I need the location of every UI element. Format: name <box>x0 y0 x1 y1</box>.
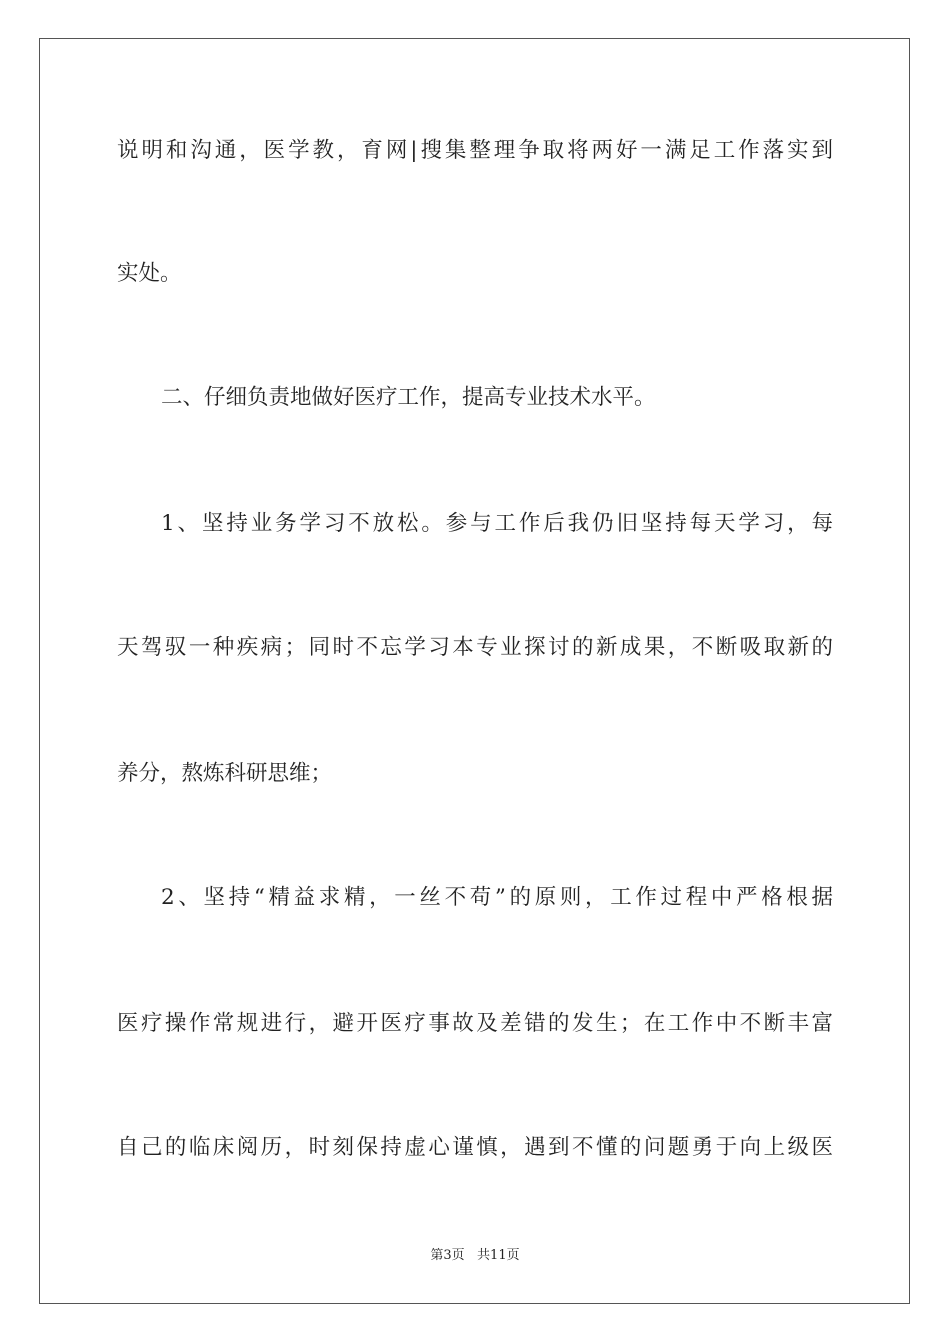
page-number: 第3页 共11页 <box>430 1248 520 1263</box>
text-line: 说明和沟通，医学教，育网|搜集整理争取将两好一满足工作落实到 <box>117 138 833 163</box>
page-border <box>39 38 910 1304</box>
text-line: 医疗操作常规进行，避开医疗事故及差错的发生；在工作中不断丰富 <box>117 1011 833 1036</box>
text-line: 2、坚持“精益求精，一丝不苟”的原则，工作过程中严格根据 <box>161 885 833 910</box>
text-line: 自己的临床阅历，时刻保持虚心谨慎，遇到不懂的问题勇于向上级医 <box>117 1135 833 1160</box>
text-line: 天驾驭一种疾病；同时不忘学习本专业探讨的新成果，不断吸取新的 <box>117 635 833 660</box>
text-line: 实处。 <box>117 261 182 286</box>
section-heading: 二、仔细负责地做好医疗工作，提高专业技术水平。 <box>161 385 656 410</box>
text-line: 养分，熬炼科研思维； <box>117 761 333 786</box>
text-line: 1、坚持业务学习不放松。参与工作后我仍旧坚持每天学习，每 <box>161 511 833 536</box>
